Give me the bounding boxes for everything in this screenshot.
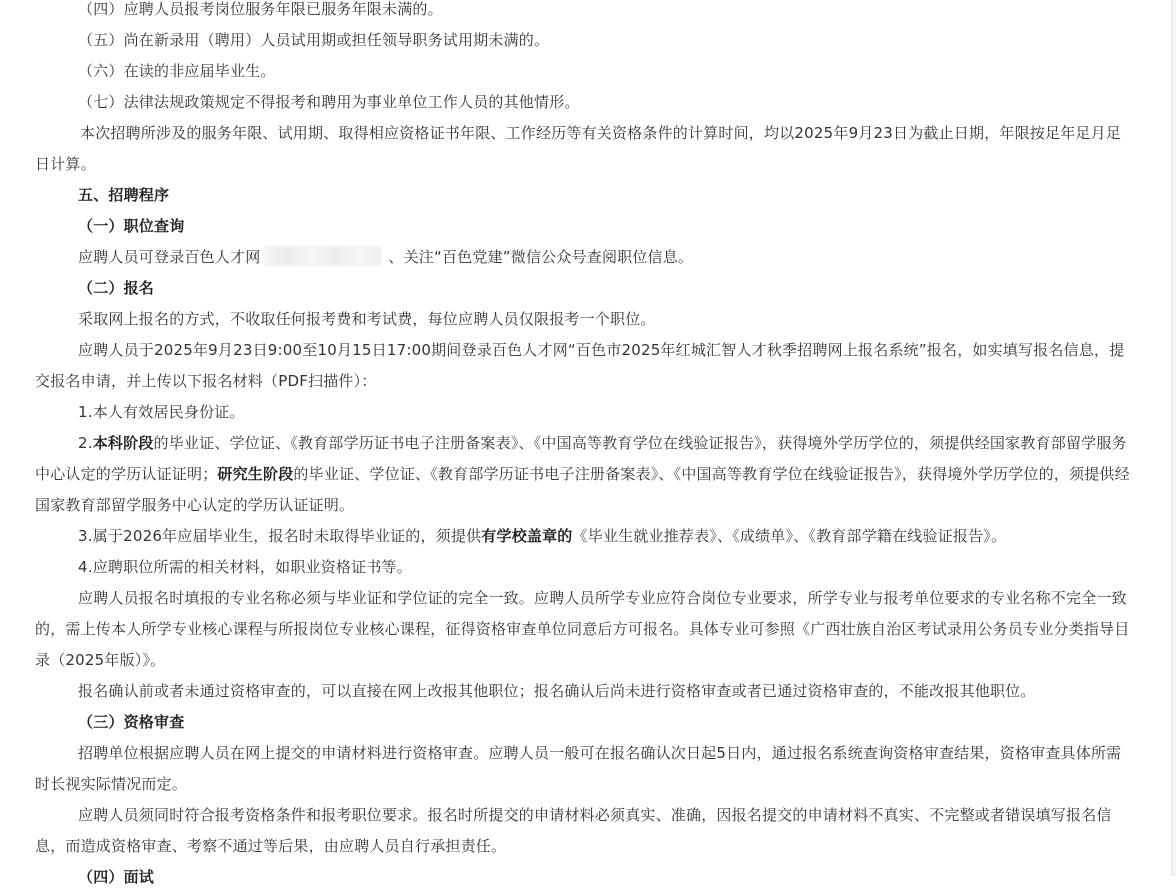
- paragraph-change-position: 报名确认前或者未通过资格审查的，可以直接在网上改报其他职位；报名确认后尚未进行资格审查或者已通过资格审查的，不能改报其他职位。: [78, 682, 1036, 700]
- material-2-undergrad-bold: 本科阶段: [92, 434, 154, 452]
- paragraph-item-7: （七）法律法规政策规定不得报考和聘用为事业单位工作人员的其他情形。: [78, 93, 580, 111]
- paragraph-material-1: 1.本人有效居民身份证。: [78, 403, 245, 421]
- paragraph-item-4: （四）应聘人员报考岗位服务年限已服务年限未满的。: [78, 0, 443, 18]
- position-query-text-end: 、关注“百色党建”微信公众号查阅职位信息。: [388, 248, 694, 266]
- material-3-text-start: 3.属于2026年应届毕业生，报名时未取得毕业证的，须提供: [78, 527, 482, 545]
- subheading-position-query: （一）职位查询: [78, 217, 185, 235]
- section-heading-recruitment-procedure: 五、招聘程序: [78, 186, 170, 204]
- subheading-registration: （二）报名: [78, 279, 155, 297]
- paragraph-major-requirement: 应聘人员报名时填报的专业名称必须与毕业证和学位证的完全一致。应聘人员所学专业应符合岗位专业要求，所学专业与报考单位要求的专业名称不完全一致的，需上传本人所学专业核心课程与所报岗位专业核心课程，征得资格审查单位同意后方可报名。具体专业可参照《广西壮族自治区考试录用公务员专业分类指导目录（2025年版）》。: [35, 589, 1130, 669]
- redacted-url-blur: [264, 246, 382, 266]
- scrollbar-track[interactable]: [1171, 0, 1176, 876]
- material-3-bold: 有学校盖章的: [481, 527, 573, 545]
- paragraph-registration-time: 应聘人员于2025年9月23日9:00至10月15日17:00期间登录百色人才网“百色市2025年红城汇智人才秋季招聘网上报名系统”报名，如实填写报名信息，提交报名申请，并上传以下报名材料（PDF扫描件）：: [35, 341, 1125, 390]
- material-2-postgrad-bold: 研究生阶段: [217, 465, 294, 483]
- article-body: [35, 0, 1135, 893]
- position-query-text-start: 应聘人员可登录百色人才网: [78, 248, 261, 266]
- paragraph-item-5: （五）尚在新录用（聘用）人员试用期或担任领导职务试用期未满的。: [78, 31, 550, 49]
- material-3-text-end: 《毕业生就业推荐表》、《成绩单》、《教育部学籍在线验证报告》。: [572, 527, 1007, 545]
- paragraph-calculation-time: 本次招聘所涉及的服务年限、试用期、取得相应资格证书年限、工作经历等有关资格条件的计算时间，均以2025年9月23日为截止日期，年限按足年足月足日计算。: [35, 124, 1122, 173]
- paragraph-item-6: （六）在读的非应届毕业生。: [78, 62, 276, 80]
- paragraph-registration-method: 采取网上报名的方式，不收取任何报考费和考试费，每位应聘人员仅限报考一个职位。: [78, 310, 656, 328]
- paragraph-position-query: [35, 242, 1135, 273]
- subheading-interview: （四）面试: [78, 868, 155, 886]
- subheading-qualification-review: （三）资格审查: [78, 713, 185, 731]
- paragraph-material-3: [35, 521, 1135, 552]
- paragraph-review-responsibility: 应聘人员须同时符合报考资格条件和报考职位要求。报名时所提交的申请材料必须真实、准确，因报名提交的申请材料不真实、不完整或者错误填写报名信息，而造成资格审查、考察不通过等后果，由应聘人员自行承担责任。: [35, 806, 1112, 855]
- paragraph-material-2: [35, 428, 1135, 521]
- material-2-number: 2.: [78, 434, 93, 452]
- material-2-postgrad-text: 的毕业证、学位证、《教育部学历证书电子注册备案表》、《中国高等教育学位在线验证报告》，获得境外学历学位的，须提供经国家教育部留学服务中心认定的学历认证证明。: [35, 465, 1130, 514]
- paragraph-material-4: 4.应聘职位所需的相关材料，如职业资格证书等。: [78, 558, 412, 576]
- material-2-undergrad-text: 的毕业证、学位证、《教育部学历证书电子注册备案表》、《中国高等教育学位在线验证报告》，获得境外学历学位的，须提供经国家教育部留学服务中心认定的学历认证证明；: [35, 434, 1127, 483]
- paragraph-review-process: 招聘单位根据应聘人员在网上提交的申请材料进行资格审查。应聘人员一般可在报名确认次日起5日内，通过报名系统查询资格审查结果，资格审查具体所需时长视实际情况而定。: [35, 744, 1122, 793]
